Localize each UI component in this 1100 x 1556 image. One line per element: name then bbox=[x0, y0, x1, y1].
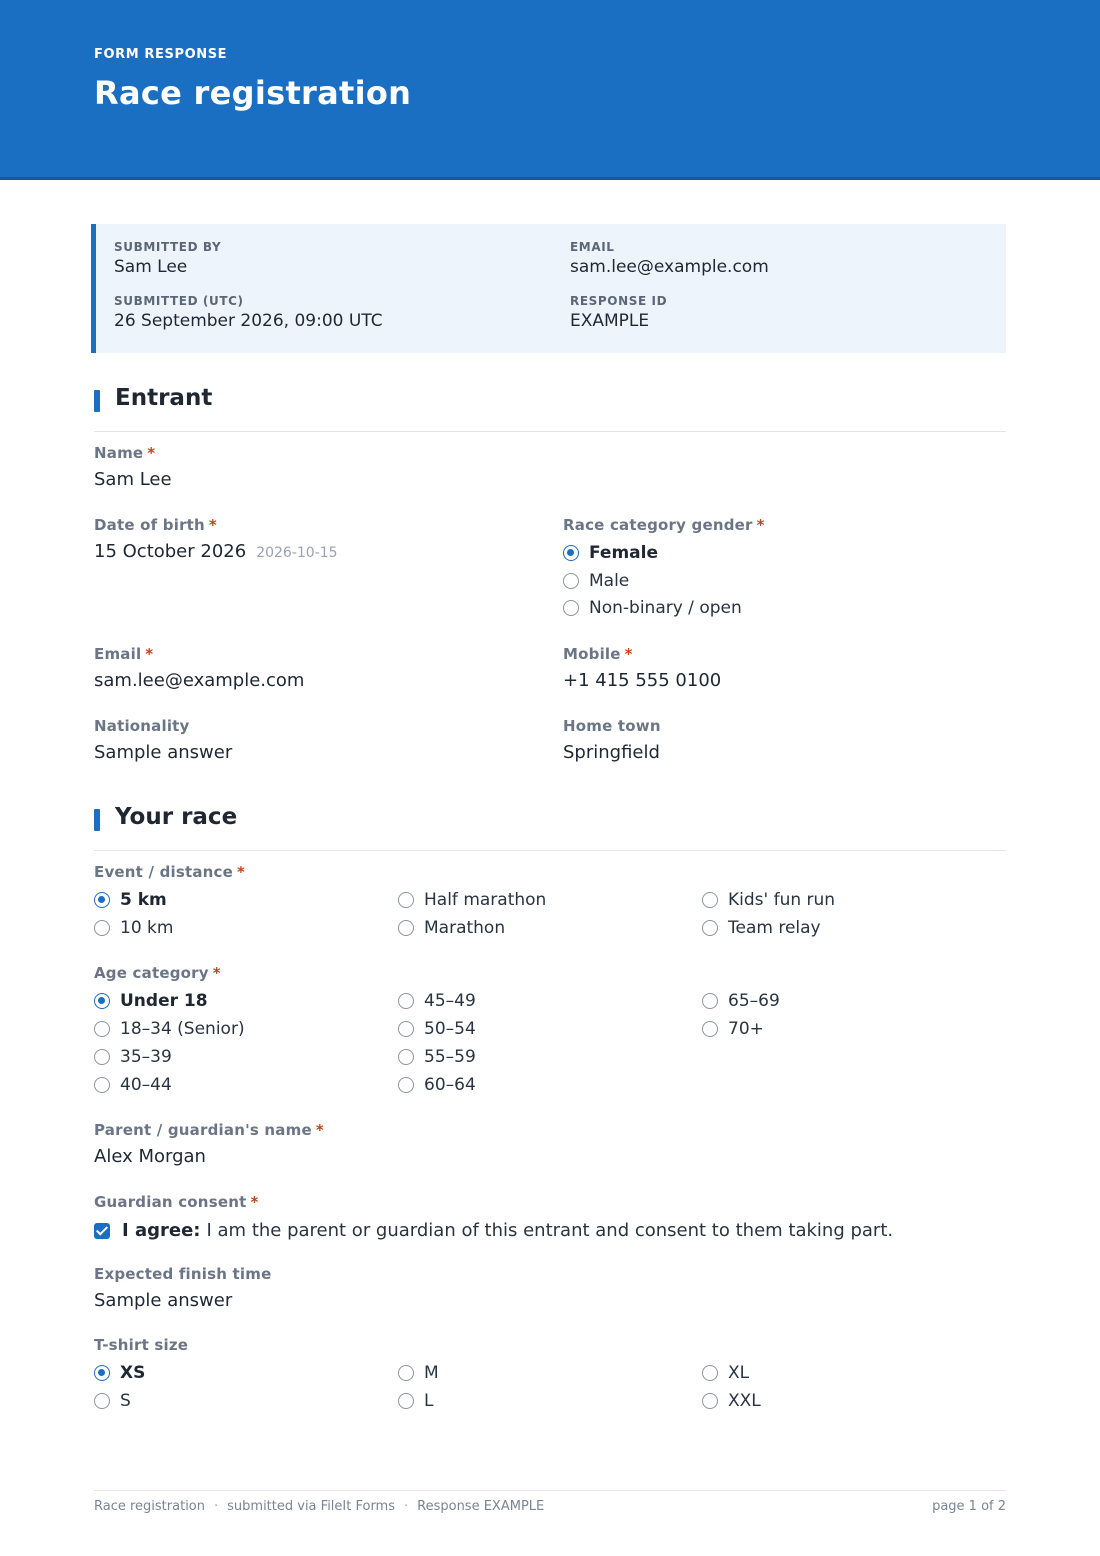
submission-meta bbox=[91, 224, 1006, 353]
radio-icon bbox=[94, 1049, 110, 1065]
meta-label: SUBMITTED (UTC) bbox=[114, 294, 244, 308]
consent-text: I agree: I am the parent or guardian of this entrant and consent to them taking part. bbox=[122, 1220, 894, 1241]
page-number: page 1 of 2 bbox=[932, 1499, 1006, 1514]
meta-value: 26 September 2026, 09:00 UTC bbox=[114, 311, 383, 331]
field-label: Event / distance * bbox=[94, 863, 246, 881]
section-title: Entrant bbox=[115, 385, 213, 411]
radio-icon bbox=[398, 1393, 414, 1409]
field-expected-finish-time bbox=[94, 1265, 271, 1311]
meta-label: RESPONSE ID bbox=[570, 294, 668, 308]
meta-value: Sam Lee bbox=[114, 257, 188, 277]
page-title: Race registration bbox=[94, 74, 412, 112]
radio-icon bbox=[702, 1393, 718, 1409]
section-title: Your race bbox=[115, 804, 238, 830]
radio-selected-icon bbox=[94, 892, 110, 908]
radio-icon bbox=[702, 920, 718, 936]
field-label: Mobile * bbox=[563, 645, 633, 663]
required-marker: * bbox=[315, 1121, 324, 1139]
required-marker: * bbox=[756, 516, 765, 534]
meta-submitted-by bbox=[114, 240, 221, 277]
section-accent-bar bbox=[94, 809, 100, 831]
field-guardian-consent bbox=[94, 1193, 259, 1211]
field-label: Age category * bbox=[94, 964, 221, 982]
required-marker: * bbox=[145, 645, 154, 663]
iso-date: 2026-10-15 bbox=[256, 545, 338, 561]
field-label: Name * bbox=[94, 444, 156, 462]
section-your-race bbox=[94, 804, 1006, 851]
field-value: Alex Morgan bbox=[94, 1146, 206, 1167]
required-marker: * bbox=[208, 516, 217, 534]
header-kicker: FORM RESPONSE bbox=[94, 47, 228, 62]
radio-icon bbox=[94, 1021, 110, 1037]
field-label: T-shirt size bbox=[94, 1336, 189, 1354]
field-value: Springfield bbox=[563, 742, 660, 763]
field-event-distance bbox=[94, 863, 245, 881]
field-label: Date of birth * bbox=[94, 516, 217, 534]
required-marker: * bbox=[147, 444, 156, 462]
radio-selected-icon bbox=[563, 545, 579, 561]
page-footer bbox=[94, 1490, 1006, 1520]
field-guardian-name bbox=[94, 1121, 324, 1167]
field-home-town bbox=[563, 717, 661, 763]
radio-icon bbox=[398, 1077, 414, 1093]
section-accent-bar bbox=[94, 390, 100, 412]
required-marker: * bbox=[212, 964, 221, 982]
meta-value: sam.lee@example.com bbox=[570, 257, 769, 277]
meta-label: EMAIL bbox=[570, 240, 615, 254]
radio-icon bbox=[398, 920, 414, 936]
radio-icon bbox=[398, 1365, 414, 1381]
checkbox-checked-icon[interactable] bbox=[94, 1223, 110, 1239]
field-label: Nationality bbox=[94, 717, 190, 735]
field-label: Expected finish time bbox=[94, 1265, 272, 1283]
field-race-category-gender bbox=[563, 516, 765, 534]
field-label: Home town bbox=[563, 717, 661, 735]
radio-selected-icon bbox=[94, 993, 110, 1009]
field-tshirt-size bbox=[94, 1336, 188, 1354]
radio-icon bbox=[94, 1393, 110, 1409]
field-label: Parent / guardian's name * bbox=[94, 1121, 324, 1139]
field-mobile bbox=[563, 645, 721, 691]
radio-icon bbox=[563, 573, 579, 589]
radio-icon bbox=[702, 892, 718, 908]
field-nationality bbox=[94, 717, 232, 763]
page-header bbox=[0, 0, 1100, 180]
meta-email bbox=[570, 240, 769, 277]
field-age-category bbox=[94, 964, 221, 982]
field-value: sam.lee@example.com bbox=[94, 670, 305, 691]
footer-info: Race registration · submitted via FileIt Forms · Response EXAMPLE bbox=[94, 1499, 545, 1514]
meta-label: SUBMITTED BY bbox=[114, 240, 222, 254]
field-value: +1 415 555 0100 bbox=[563, 670, 722, 691]
radio-icon bbox=[398, 1021, 414, 1037]
radio-icon bbox=[398, 1049, 414, 1065]
field-value: Sam Lee bbox=[94, 469, 172, 490]
radio-icon bbox=[563, 600, 579, 616]
field-label: Race category gender * bbox=[563, 516, 765, 534]
radio-icon bbox=[94, 1077, 110, 1093]
radio-selected-icon bbox=[94, 1365, 110, 1381]
field-value: 15 October 2026 2026-10-15 bbox=[94, 541, 338, 562]
field-label: Guardian consent * bbox=[94, 1193, 259, 1211]
required-marker: * bbox=[624, 645, 633, 663]
field-value: Sample answer bbox=[94, 742, 233, 763]
radio-icon bbox=[398, 892, 414, 908]
field-value: Sample answer bbox=[94, 1290, 233, 1311]
radio-icon bbox=[702, 1365, 718, 1381]
section-entrant bbox=[94, 385, 1006, 432]
radio-icon bbox=[702, 1021, 718, 1037]
meta-response-id bbox=[570, 294, 667, 331]
required-marker: * bbox=[237, 863, 246, 881]
field-date-of-birth bbox=[94, 516, 338, 562]
radio-icon bbox=[702, 993, 718, 1009]
field-email bbox=[94, 645, 304, 691]
meta-value: EXAMPLE bbox=[570, 311, 650, 331]
radio-icon bbox=[94, 920, 110, 936]
meta-submitted-utc bbox=[114, 294, 383, 331]
radio-icon bbox=[398, 993, 414, 1009]
field-name bbox=[94, 444, 172, 490]
field-label: Email * bbox=[94, 645, 154, 663]
required-marker: * bbox=[250, 1193, 259, 1211]
